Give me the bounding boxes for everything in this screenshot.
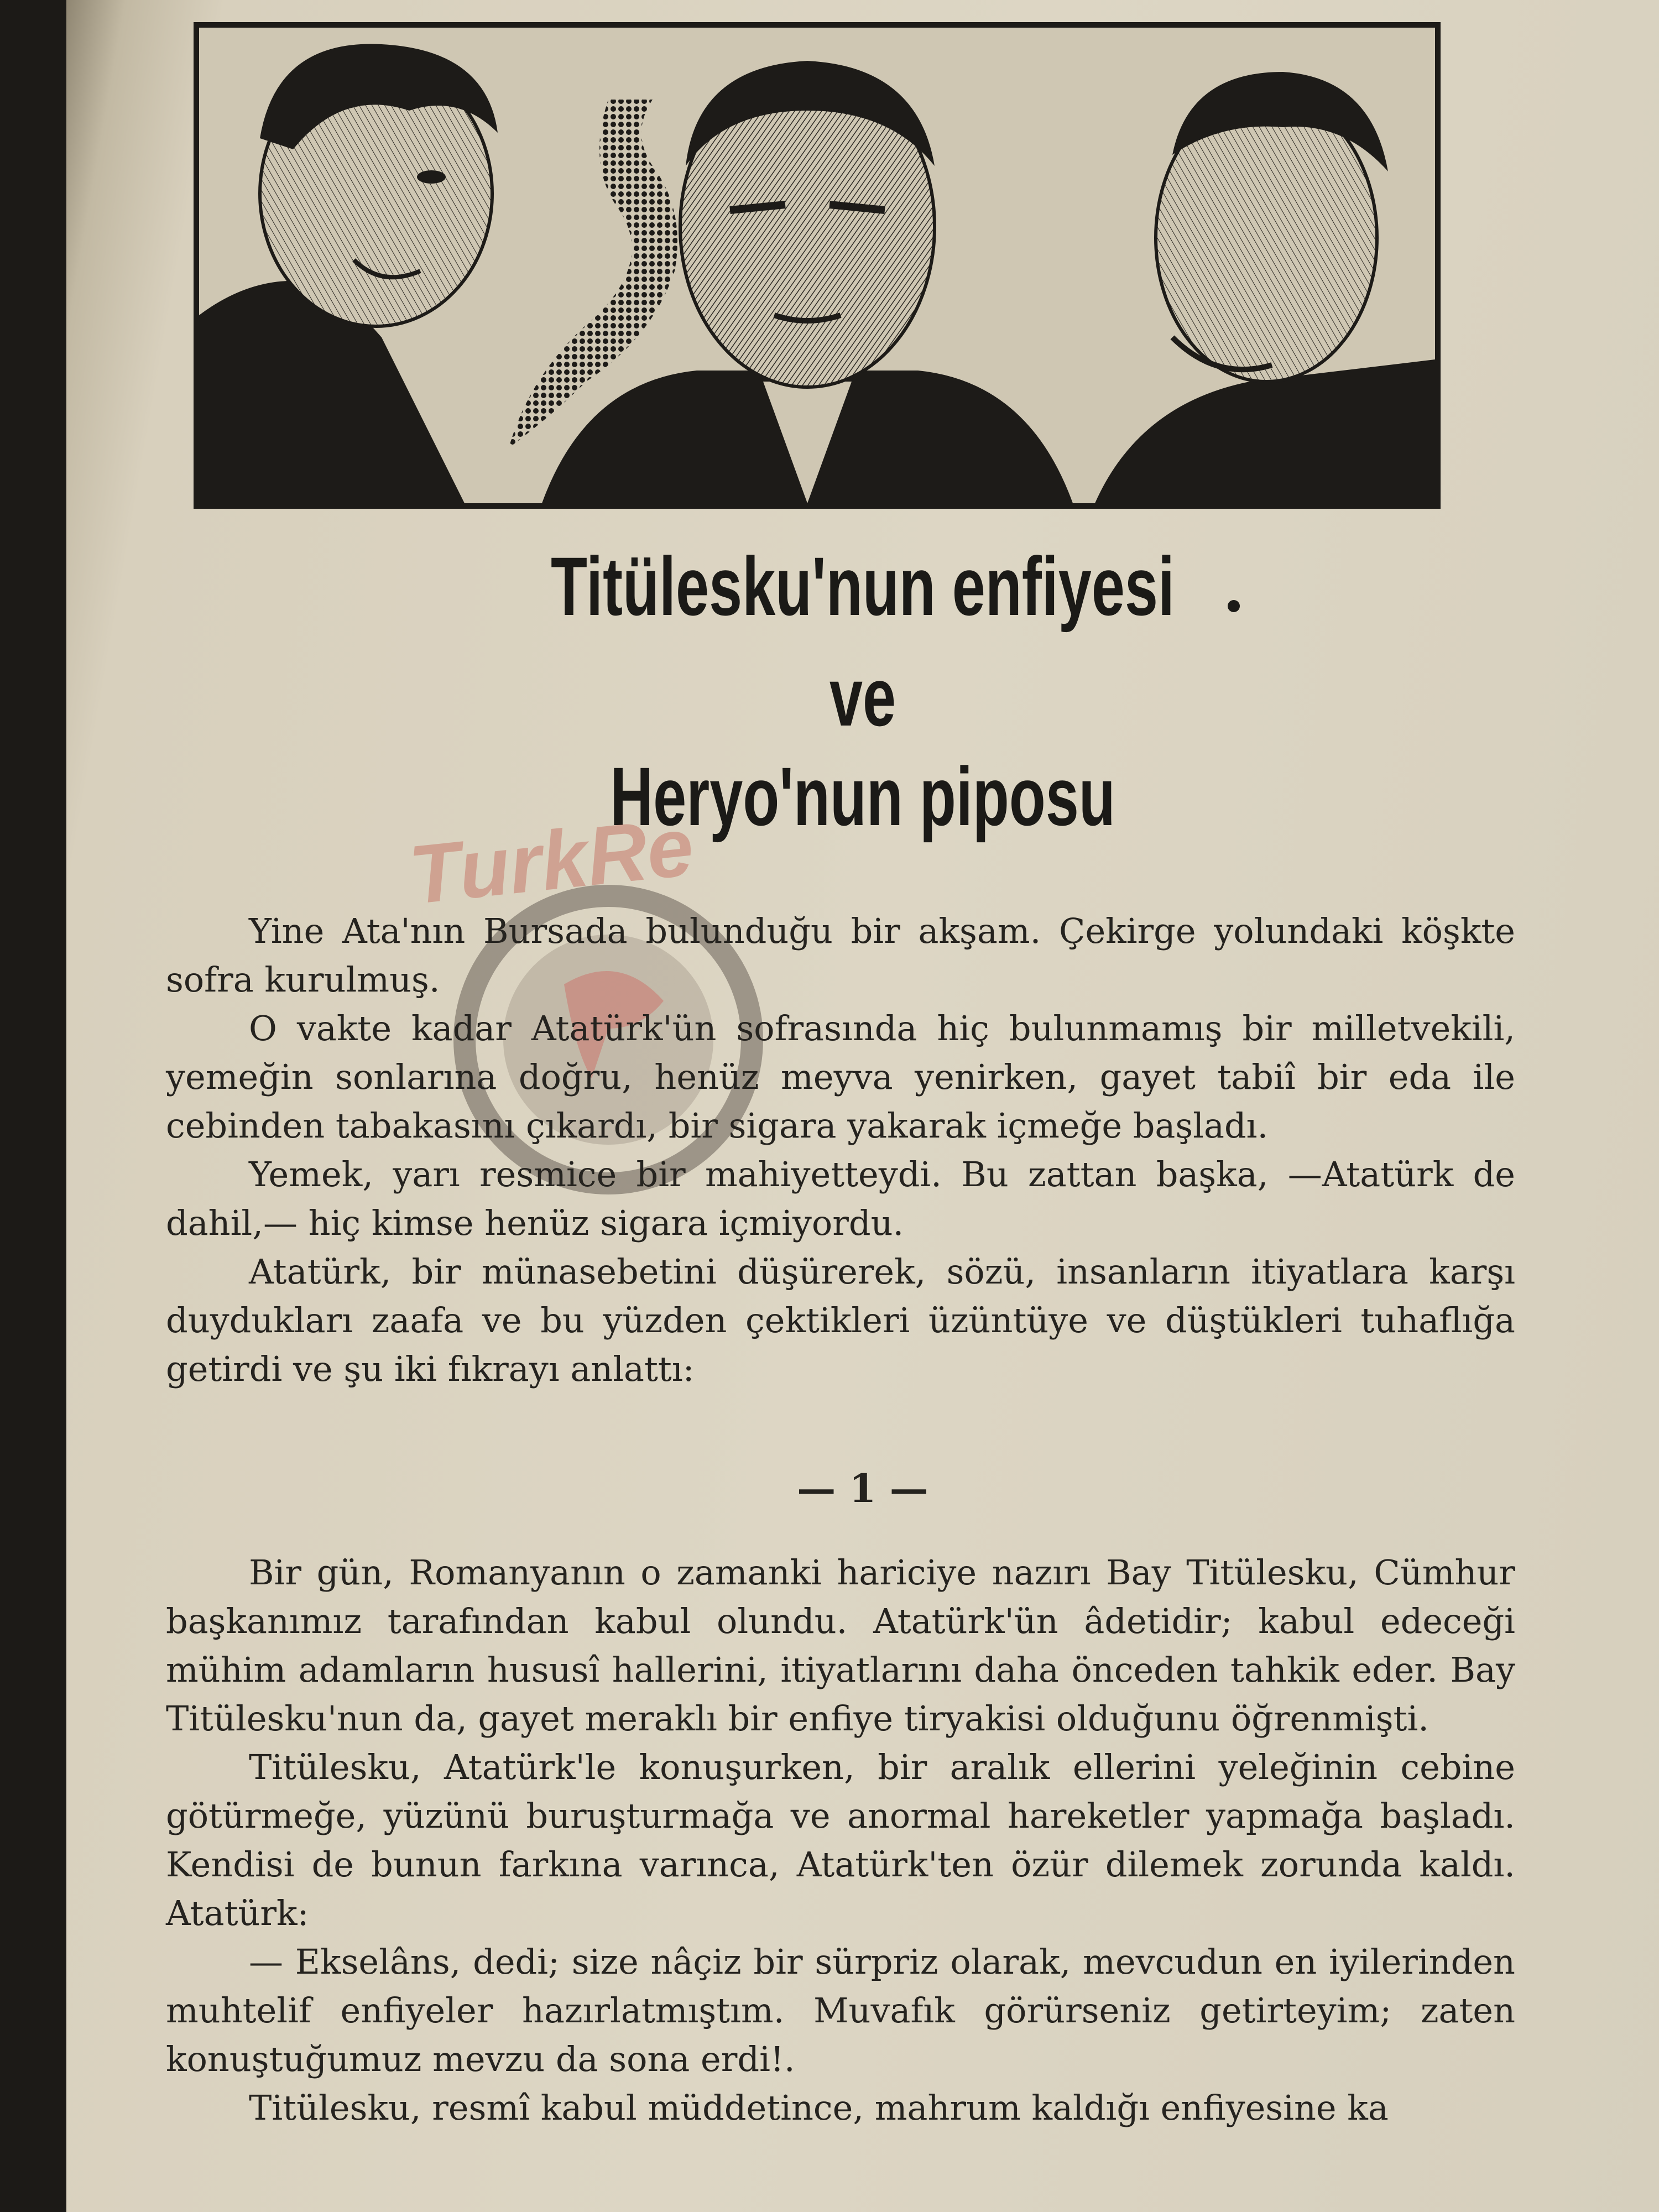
title-line-2: ve — [829, 650, 896, 743]
title-line-1: Titülesku'nun enfiyesi — [551, 540, 1175, 633]
paragraph: Bir gün, Romanyanın o zamanki hariciye nazırı Bay Titülesku, Cümhur başkanımız tarafından kabul olundu. Atatürk'ün âdetidir; kabul edeceği mühim adamların hususî hallerini, itiyatlarını daha önceden tahkik eder. Bay Titülesku'nun da, gayet meraklı bir enfiye tiryakisi olduğunu öğrenmişti. — [166, 1552, 1515, 1739]
paragraph: Yemek, yarı resmice bir mahiyetteydi. Bu zattan başka, —Atatürk de dahil,— hiç kimse henüz sigara içmiyordu. — [166, 1154, 1515, 1243]
engraving-illustration — [199, 28, 1435, 503]
portrait-right-icon — [1095, 72, 1435, 503]
paragraph: Titülesku, Atatürk'le konuşurken, bir aralık ellerini yeleğinin cebine götürmeğe, yüzünü buruşturmağa ve anormal hareketler yapmağa başladı. Kendisi de bunun farkına varınca, Atatürk'ten özür dilemek zorunda kaldı. Atatürk: — [166, 1747, 1515, 1933]
paragraph: Atatürk, bir münasebetini düşürerek, sözü, insanların itiyatlara karşı duydukları zaafa ve bu yüzden çektikleri üzüntüye ve düştükleri tuhaflığa getirdi ve şu iki fıkrayı anlattı: — [166, 1251, 1515, 1389]
stray-dot — [1228, 600, 1240, 612]
watermark-text: TurkRe — [405, 799, 698, 922]
intro-text — [166, 907, 1515, 1394]
paragraph: O vakte kadar Atatürk'ün sofrasında hiç bulunmamış bir milletvekili, yemeğin sonlarına doğru, henüz meyva yenirken, gayet tabiî bir eda ile cebinden tabakasını çıkardı, bir sigara yakarak içmeğe başladı. — [166, 1008, 1515, 1146]
header-illustration — [194, 22, 1441, 509]
paragraph: Titülesku, resmî kabul müddetince, mahrum kaldığı enfiyesine ka — [249, 2088, 1389, 2128]
book-page — [66, 0, 1659, 2212]
portrait-left-icon — [199, 44, 498, 503]
title-line-3: Heryo'nun piposu — [610, 750, 1115, 843]
section-number: — 1 — — [797, 1465, 928, 1511]
section-text — [166, 1548, 1515, 2132]
paragraph: Yine Ata'nın Bursada bulunduğu bir akşam. Çekirge yolundaki köşkte sofra kurulmuş. — [166, 911, 1515, 1000]
paragraph: — Ekselâns, dedi; size nâçiz bir sürpriz olarak, mevcudun en iyilerinden muhtelif enfiyeler hazırlatmıştım. Muvafık görürseniz getirteyim; zaten konuştuğumuz mevzu da sona erdi!. — [166, 1942, 1515, 2079]
